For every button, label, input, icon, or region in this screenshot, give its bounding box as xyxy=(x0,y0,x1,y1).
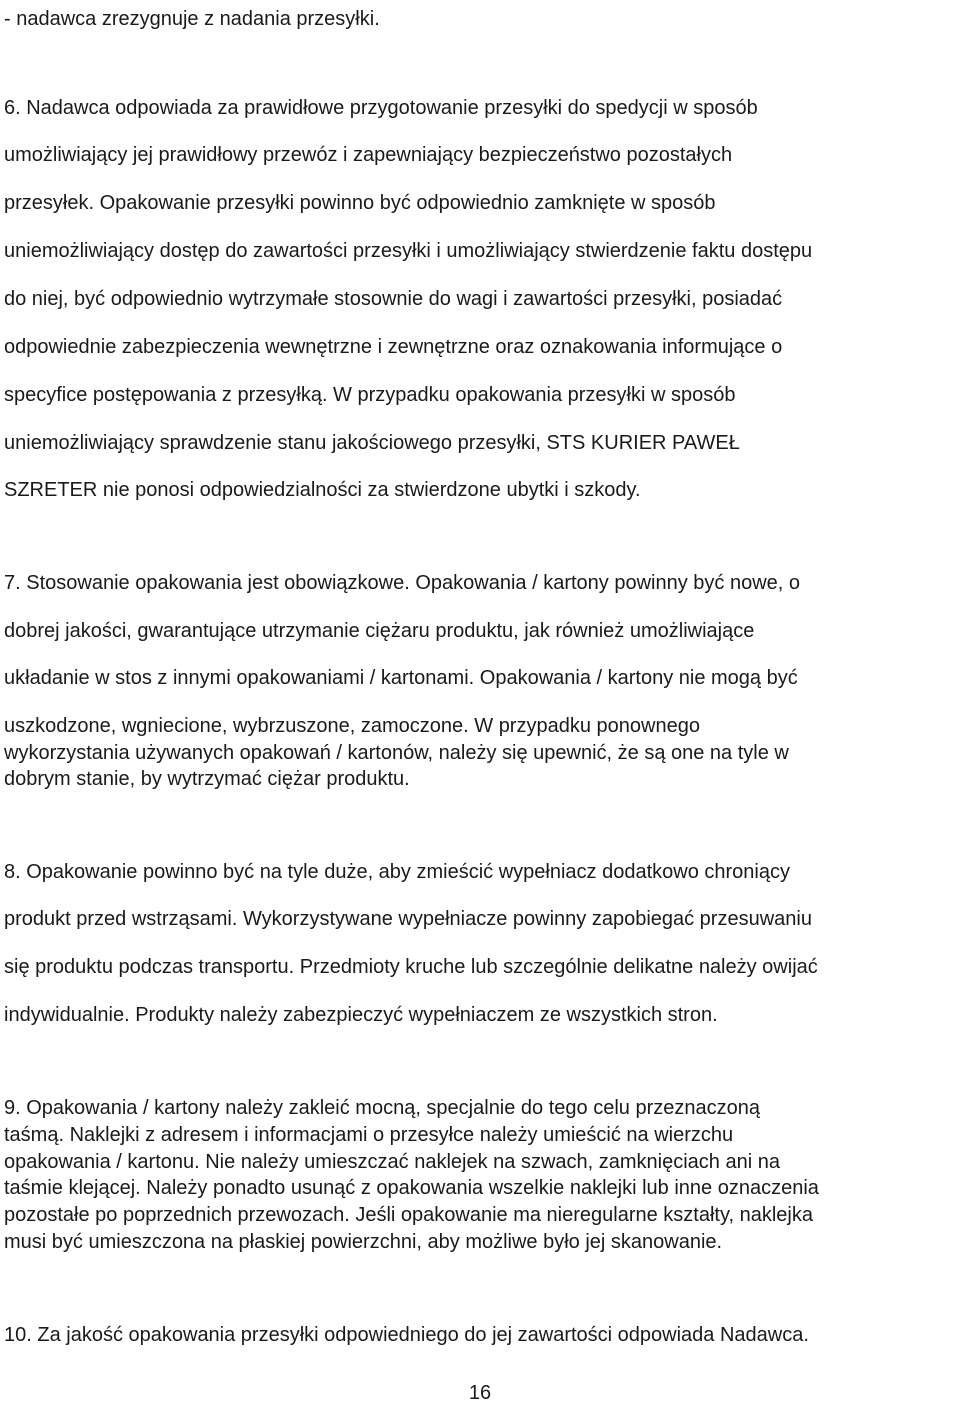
text-line: dobrej jakości, gwarantujące utrzymanie ciężaru produktu, jak również umożliwiające xyxy=(4,620,755,642)
text-line: umożliwiający jej prawidłowy przewóz i zapewniający bezpieczeństwo pozostałych xyxy=(4,144,733,166)
text-line: 6. Nadawca odpowiada za prawidłowe przygotowanie przesyłki do spedycji w sposób xyxy=(4,97,758,119)
text-line: produkt przed wstrząsami. Wykorzystywane wypełniacze powinny zapobiegać przesuwaniu xyxy=(4,908,812,930)
text-line: uniemożliwiający dostęp do zawartości przesyłki i umożliwiający stwierdzenie faktu dostępu xyxy=(4,240,813,262)
text-line: wykorzystania używanych opakowań / kartonów, należy się upewnić, że są one na tyle w xyxy=(4,742,789,764)
text-line: uniemożliwiający sprawdzenie stanu jakościowego przesyłki, STS KURIER PAWEŁ xyxy=(4,432,740,454)
text-line: SZRETER nie ponosi odpowiedzialności za stwierdzone ubytki i szkody. xyxy=(4,479,641,501)
text-line: dobrym stanie, by wytrzymać ciężar produktu. xyxy=(4,768,410,790)
text-line: uszkodzone, wgniecione, wybrzuszone, zamoczone. W przypadku ponownego xyxy=(4,715,700,737)
text-line: 8. Opakowanie powinno być na tyle duże, aby zmieścić wypełniacz dodatkowo chroniący xyxy=(4,861,790,883)
text-line: pozostałe po poprzednich przewozach. Jeśli opakowanie ma nieregularne kształty, naklejka xyxy=(4,1204,813,1226)
text-line: 7. Stosowanie opakowania jest obowiązkowe. Opakowania / kartony powinny być nowe, o xyxy=(4,572,801,594)
text-line: odpowiednie zabezpieczenia wewnętrzne i zewnętrzne oraz oznakowania informujące o xyxy=(4,336,783,358)
text-line: - nadawca zrezygnuje z nadania przesyłki. xyxy=(4,8,380,30)
text-line: układanie w stos z innymi opakowaniami / kartonami. Opakowania / kartony nie mogą być xyxy=(4,667,798,689)
text-line: specyfice postępowania z przesyłką. W przypadku opakowania przesyłki w sposób xyxy=(4,384,736,406)
text-line: musi być umieszczona na płaskiej powierzchni, aby możliwe było jej skanowanie. xyxy=(4,1231,723,1253)
text-line: się produktu podczas transportu. Przedmioty kruche lub szczególnie delikatne należy owijać xyxy=(4,956,818,978)
text-line: 10. Za jakość opakowania przesyłki odpowiedniego do jej zawartości odpowiada Nadawca. xyxy=(4,1324,809,1346)
page-number: 16 xyxy=(468,1382,492,1404)
text-line: taśmą. Naklejki z adresem i informacjami o przesyłce należy umieścić na wierzchu xyxy=(4,1124,734,1146)
text-line: do niej, być odpowiednio wytrzymałe stosownie do wagi i zawartości przesyłki, posiadać xyxy=(4,288,783,310)
text-line: indywidualnie. Produkty należy zabezpieczyć wypełniaczem ze wszystkich stron. xyxy=(4,1004,718,1026)
text-line: przesyłek. Opakowanie przesyłki powinno być odpowiednio zamknięte w sposób xyxy=(4,192,716,214)
text-line: 9. Opakowania / kartony należy zakleić mocną, specjalnie do tego celu przeznaczoną xyxy=(4,1097,760,1119)
text-line: opakowania / kartonu. Nie należy umieszczać naklejek na szwach, zamknięciach ani na xyxy=(4,1151,780,1173)
text-line: taśmie klejącej. Należy ponadto usunąć z opakowania wszelkie naklejki lub inne oznaczenia xyxy=(4,1177,819,1199)
